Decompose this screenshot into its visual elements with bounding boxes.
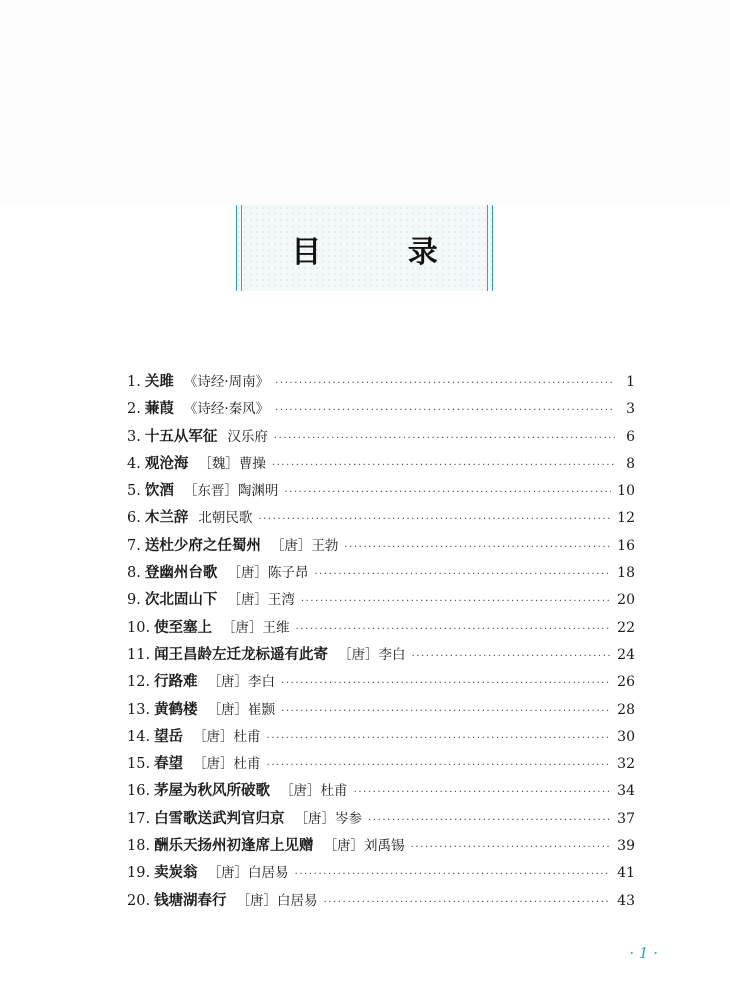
entry-title: 酬乐天扬州初逢席上见赠 <box>154 837 314 855</box>
dot-leader <box>275 397 615 424</box>
dot-leader <box>281 670 611 697</box>
entry-page-number: 39 <box>617 838 635 855</box>
entry-number: 10. <box>127 619 151 636</box>
dot-leader <box>296 616 612 643</box>
toc-entry[interactable] <box>127 614 635 641</box>
entry-author: ［唐］岑参 <box>294 810 363 827</box>
dot-leader <box>258 506 611 533</box>
dot-leader <box>301 588 611 615</box>
entry-author: ［唐］崔颢 <box>207 701 276 718</box>
entry-page-number: 37 <box>617 810 635 827</box>
dot-leader <box>275 370 615 397</box>
entry-author: 《诗经·周南》 <box>183 374 270 390</box>
dot-leader <box>272 452 615 479</box>
entry-page-number: 26 <box>617 674 635 691</box>
entry-page-number: 6 <box>626 428 635 445</box>
entry-page-number: 12 <box>617 510 635 527</box>
entry-page-number: 3 <box>626 401 635 418</box>
entry-number: 15. <box>127 756 151 773</box>
toc-entry[interactable] <box>127 668 635 695</box>
entry-page-number: 41 <box>617 865 635 882</box>
entry-author: ［唐］杜甫 <box>193 728 261 745</box>
toc-entry[interactable] <box>127 805 635 832</box>
entry-author: 《诗经·秦风》 <box>183 401 270 418</box>
entry-page-number: 32 <box>617 756 635 773</box>
entry-page-number: 43 <box>617 892 635 909</box>
entry-number: 8. <box>127 565 141 582</box>
entry-title: 望岳 <box>154 727 184 745</box>
entry-page-number: 20 <box>617 592 635 609</box>
entry-number: 12. <box>127 674 151 691</box>
entry-number: 17. <box>127 810 151 827</box>
top-margin-band <box>0 0 730 205</box>
entry-number: 6. <box>127 510 141 527</box>
toc-entry[interactable] <box>127 395 635 422</box>
entry-title: 木兰辞 <box>144 509 189 527</box>
entry-title: 白雪歌送武判官归京 <box>154 809 285 827</box>
entry-author: ［唐］刘禹锡 <box>323 838 405 855</box>
dot-leader <box>344 534 611 561</box>
toc-entry[interactable] <box>127 532 635 559</box>
entry-title: 送杜少府之任蜀州 <box>144 536 261 554</box>
dot-leader <box>368 807 611 834</box>
dot-leader <box>281 698 611 725</box>
entry-author: ［唐］杜甫 <box>280 783 348 800</box>
entry-author: ［魏］曹操 <box>198 455 266 472</box>
dot-leader <box>267 752 612 779</box>
entry-title: 次北固山下 <box>144 591 218 609</box>
entry-title: 卖炭翁 <box>154 864 198 882</box>
entry-page-number: 10 <box>617 483 635 500</box>
entry-author: 汉乐府 <box>227 428 268 445</box>
entry-number: 5. <box>127 483 141 500</box>
dot-leader <box>411 834 612 861</box>
entry-author: ［唐］王湾 <box>227 592 295 609</box>
entry-title: 钱塘湖春行 <box>154 891 227 909</box>
toc-entry[interactable] <box>127 777 635 804</box>
entry-title: 使至塞上 <box>154 618 213 636</box>
toc-entry[interactable] <box>127 504 635 531</box>
dot-leader <box>274 425 615 452</box>
entry-author: ［唐］白居易 <box>207 865 289 882</box>
entry-page-number: 34 <box>617 783 635 800</box>
entry-number: 20. <box>127 892 151 909</box>
entry-number: 13. <box>127 701 151 718</box>
entry-page-number: 28 <box>617 701 635 718</box>
dot-leader <box>284 479 611 506</box>
entry-title: 黄鹤楼 <box>154 700 198 718</box>
entry-page-number: 30 <box>617 728 635 745</box>
toc-entry[interactable] <box>127 696 635 723</box>
entry-author: ［东晋］陶渊明 <box>183 483 279 500</box>
toc-entry[interactable] <box>127 477 635 504</box>
entry-author: ［唐］杜甫 <box>193 756 261 773</box>
entry-title: 十五从军征 <box>144 427 218 445</box>
entry-author: ［唐］陈子昂 <box>227 565 309 582</box>
entry-title: 行路难 <box>154 673 198 691</box>
entry-number: 7. <box>127 537 141 554</box>
entry-number: 3. <box>127 428 141 445</box>
dot-leader <box>314 561 611 588</box>
toc-entry[interactable] <box>127 723 635 750</box>
toc-entry[interactable] <box>127 368 635 395</box>
entry-page-number: 24 <box>617 646 635 663</box>
entry-author: 北朝民歌 <box>198 510 253 527</box>
entry-number: 18. <box>127 838 151 855</box>
dot-leader <box>324 889 612 916</box>
toc-entry[interactable] <box>127 450 635 477</box>
dot-leader <box>354 779 612 806</box>
entry-title: 蒹葭 <box>144 400 174 418</box>
toc-entry[interactable] <box>127 832 635 859</box>
entry-number: 9. <box>127 592 141 609</box>
dot-leader <box>412 643 612 670</box>
dot-leader <box>267 725 612 752</box>
entry-title: 饮酒 <box>144 482 174 500</box>
entry-number: 16. <box>127 783 151 800</box>
entry-number: 1. <box>127 374 141 390</box>
entry-title: 茅屋为秋风所破歌 <box>154 782 271 800</box>
entry-page-number: 16 <box>617 537 635 554</box>
page-number: · 1 · <box>629 944 658 962</box>
entry-author: ［唐］白居易 <box>236 892 318 909</box>
entry-number: 4. <box>127 455 141 472</box>
entry-title: 观沧海 <box>144 454 189 472</box>
table-of-contents <box>127 368 635 914</box>
dot-leader <box>295 861 612 888</box>
entry-page-number: 22 <box>617 619 635 636</box>
toc-entry[interactable] <box>127 559 635 586</box>
page-title: 目 录 <box>291 235 476 270</box>
entry-author: ［唐］李白 <box>338 646 406 663</box>
entry-title: 春望 <box>154 755 184 773</box>
toc-entry[interactable] <box>127 423 635 450</box>
entry-page-number: 8 <box>626 455 635 472</box>
entry-title: 登幽州台歌 <box>144 564 218 582</box>
toc-title-box <box>236 205 493 291</box>
entry-page-number: 1 <box>626 374 635 390</box>
entry-number: 14. <box>127 728 151 745</box>
entry-number: 11. <box>127 646 151 663</box>
entry-title: 关雎 <box>144 373 174 390</box>
entry-author: ［唐］王维 <box>222 619 290 636</box>
toc-entry[interactable] <box>127 887 635 914</box>
entry-author: ［唐］王勃 <box>270 537 339 554</box>
entry-page-number: 18 <box>617 565 635 582</box>
entry-author: ［唐］李白 <box>207 674 276 691</box>
entry-number: 19. <box>127 865 151 882</box>
toc-entry[interactable] <box>127 641 635 668</box>
toc-entry[interactable] <box>127 586 635 613</box>
toc-entry[interactable] <box>127 750 635 777</box>
entry-title: 闻王昌龄左迁龙标遥有此寄 <box>154 645 329 663</box>
entry-number: 2. <box>127 401 141 418</box>
toc-entry[interactable] <box>127 859 635 886</box>
